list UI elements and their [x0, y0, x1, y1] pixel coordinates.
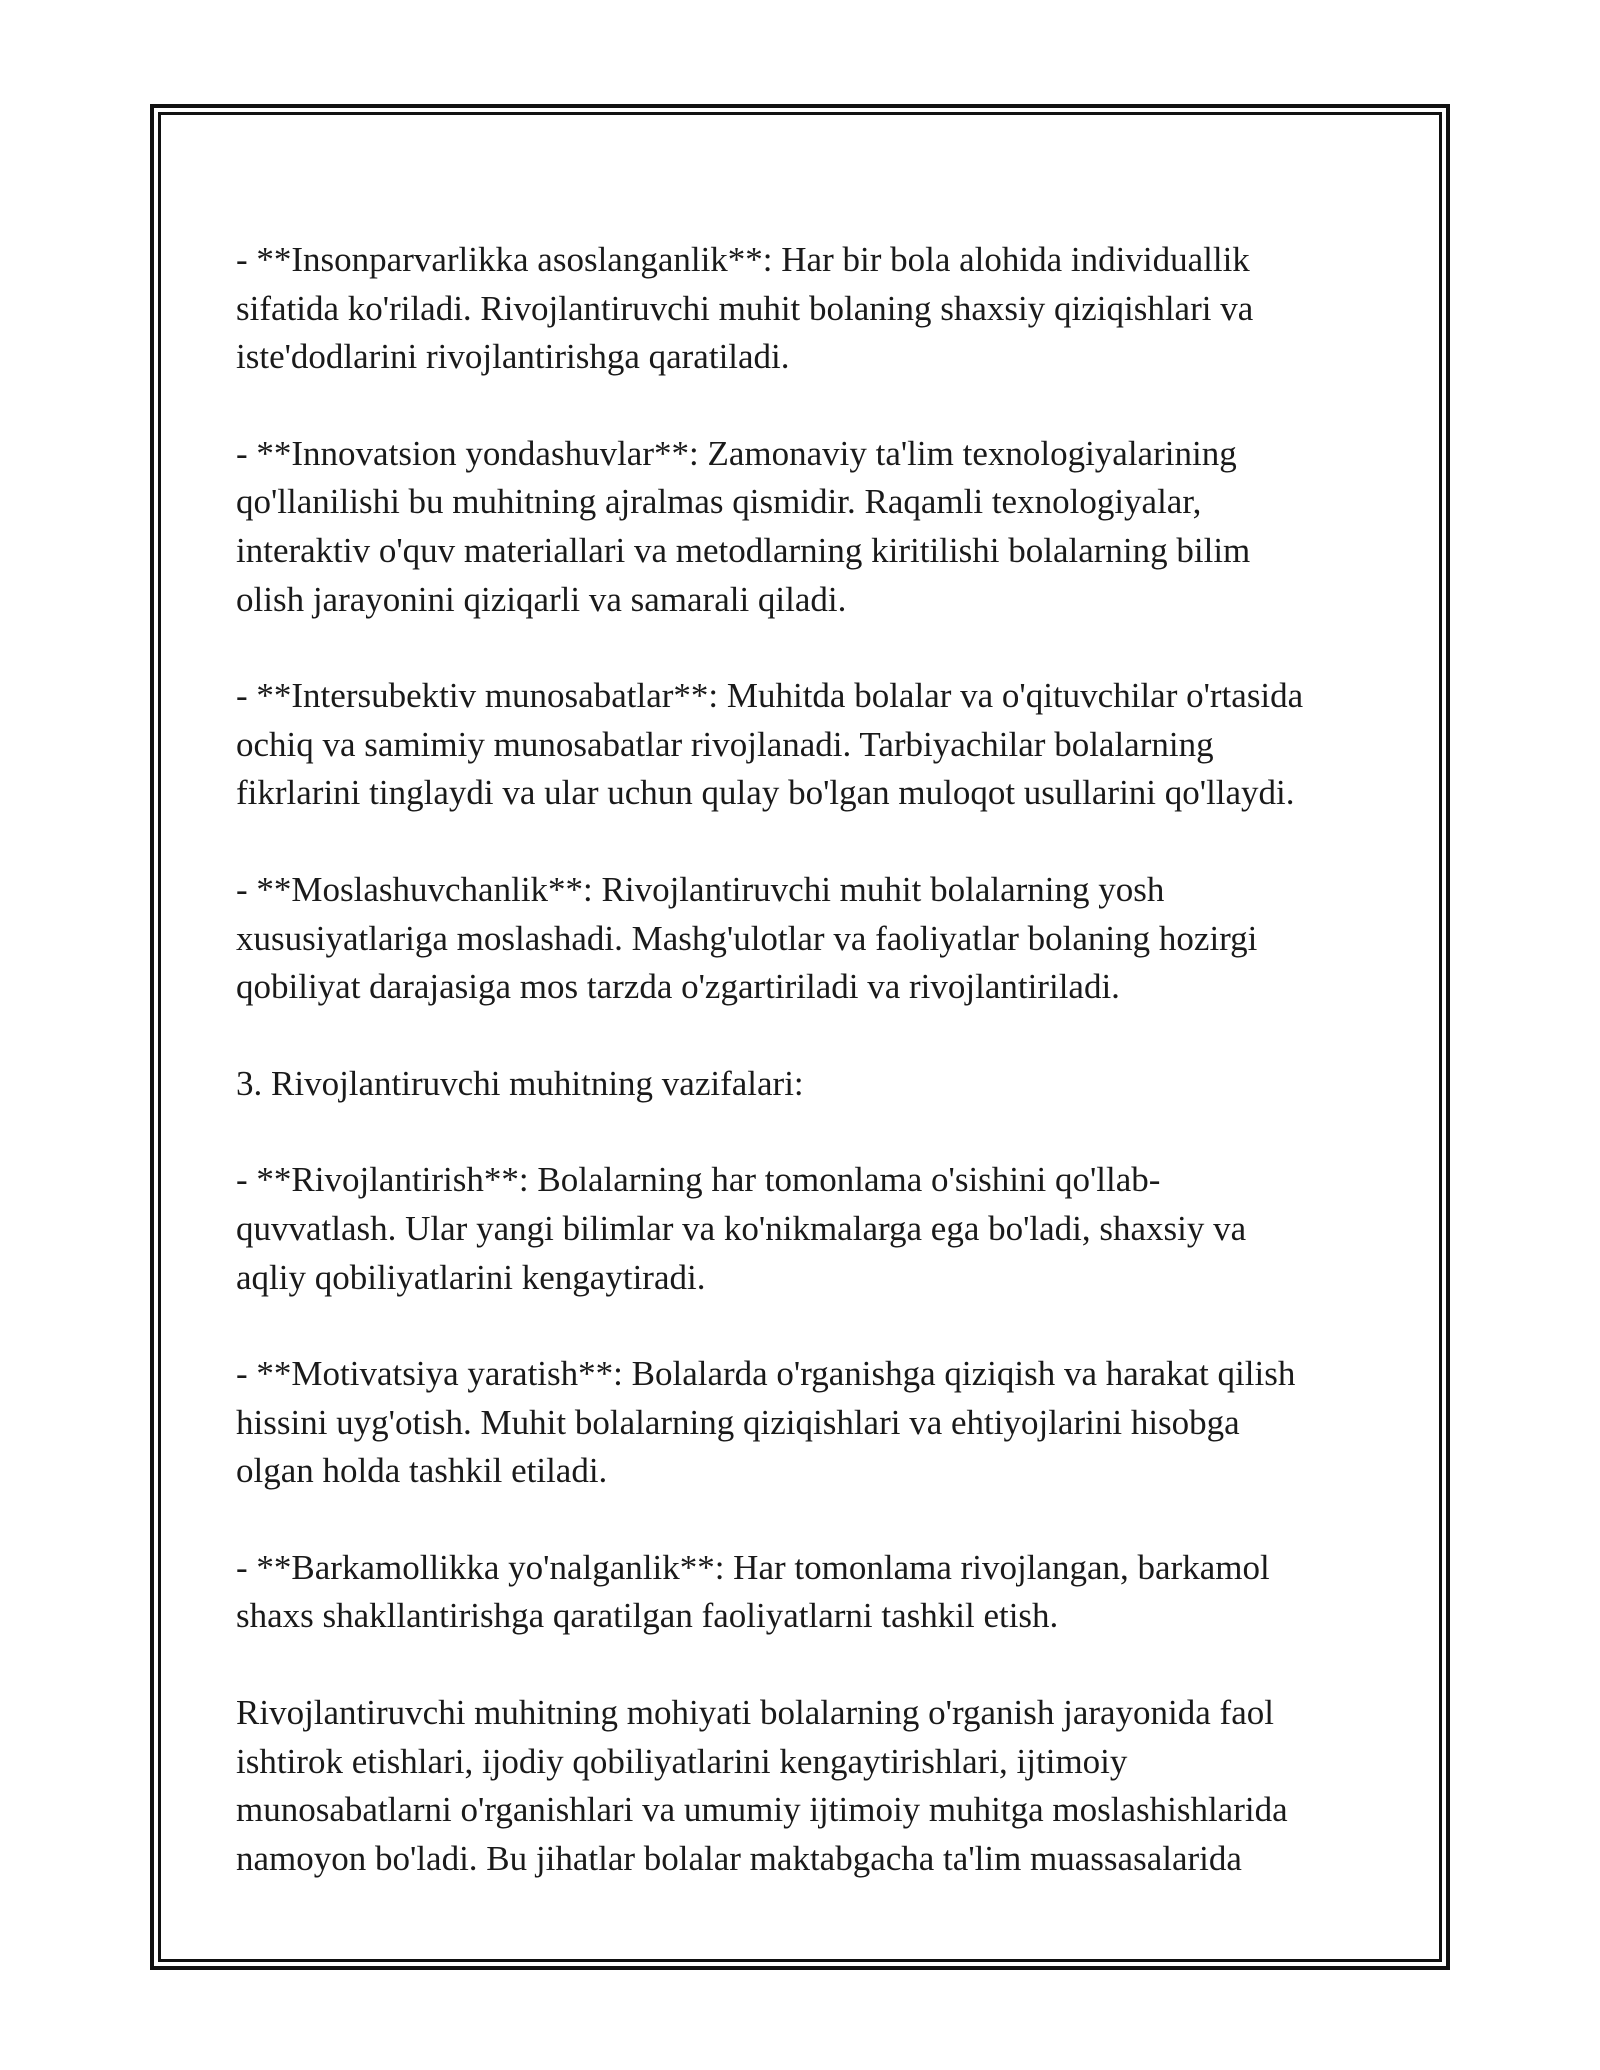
text-line: fikrlarini tinglaydi va ular uchun qulay bo'lgan muloqot usullarini qo'llaydi. [236, 773, 1295, 813]
text-line: olgan holda tashkil etiladi. [236, 1451, 608, 1491]
section-heading-vazifalari [236, 1060, 1366, 1109]
text-line: munosabatlarni o'rganishlari va umumiy ijtimoiy muhitga moslashishlarida [236, 1790, 1288, 1830]
text-line: 3. Rivojlantiruvchi muhitning vazifalari: [236, 1063, 804, 1103]
text-line: shaxs shakllantirishga qaratilgan faoliyatlarni tashkil etish. [236, 1596, 1059, 1636]
text-line: aqliy qobiliyatlarini kengaytiradi. [236, 1257, 706, 1297]
text-line: namoyon bo'ladi. Bu jihatlar bolalar maktabgacha ta'lim muassasalarida [236, 1838, 1242, 1878]
paragraph-moslashuvchanlik [236, 866, 1366, 1012]
text-line: ochiq va samimiy munosabatlar rivojlanadi. Tarbiyachilar bolalarning [236, 724, 1214, 764]
text-line: hissini uyg'otish. Muhit bolalarning qiziqishlari va ehtiyojlarini hisobga [236, 1402, 1240, 1442]
text-line: qobiliyat darajasiga mos tarzda o'zgartiriladi va rivojlantiriladi. [236, 967, 1120, 1007]
text-line: - **Rivojlantirish**: Bolalarning har tomonlama o'sishini qo'llab- [236, 1160, 1161, 1200]
paragraph-insonparvarlik [236, 236, 1366, 382]
text-line: olish jarayonini qiziqarli va samarali qiladi. [236, 579, 847, 619]
text-line: qo'llanilishi bu muhitning ajralmas qismidir. Raqamli texnologiyalar, [236, 482, 1202, 522]
paragraph-motivatsiya [236, 1350, 1366, 1496]
text-line: xususiyatlariga moslashadi. Mashg'ulotlar va faoliyatlar bolaning hozirgi [236, 918, 1258, 958]
paragraph-innovatsion [236, 430, 1366, 624]
text-line: Rivojlantiruvchi muhitning mohiyati bolalarning o'rganish jarayonida faol [236, 1693, 1274, 1733]
text-line: interaktiv o'quv materiallari va metodlarning kiritilishi bolalarning bilim [236, 530, 1251, 570]
text-line: iste'dodlarini rivojlantirishga qaratiladi. [236, 337, 790, 377]
paragraph-intersubektiv [236, 672, 1366, 818]
text-line: - **Barkamollikka yo'nalganlik**: Har tomonlama rivojlangan, barkamol [236, 1547, 1270, 1587]
text-line: quvvatlash. Ular yangi bilimlar va ko'nikmalarga ega bo'ladi, shaxsiy va [236, 1208, 1247, 1248]
text-line: - **Insonparvarlikka asoslanganlik**: Har bir bola alohida individuallik [236, 240, 1250, 279]
text-line: sifatida ko'riladi. Rivojlantiruvchi muhit bolaning shaxsiy qiziqishlari va [236, 288, 1254, 328]
text-line: ishtirok etishlari, ijodiy qobiliyatlarini kengaytirishlari, ijtimoiy [236, 1741, 1128, 1781]
paragraph-barkamollik [236, 1544, 1366, 1641]
text-line: - **Moslashuvchanlik**: Rivojlantiruvchi muhit bolalarning yosh [236, 869, 1165, 909]
document-body [236, 236, 1366, 1931]
paragraph-mohiyati [236, 1689, 1366, 1883]
text-line: - **Innovatsion yondashuvlar**: Zamonaviy ta'lim texnologiyalarining [236, 433, 1237, 473]
paragraph-rivojlantirish [236, 1156, 1366, 1302]
text-line: - **Intersubektiv munosabatlar**: Muhitda bolalar va o'qituvchilar o'rtasida [236, 676, 1304, 716]
text-line: - **Motivatsiya yaratish**: Bolalarda o'rganishga qiziqish va harakat qilish [236, 1354, 1296, 1394]
